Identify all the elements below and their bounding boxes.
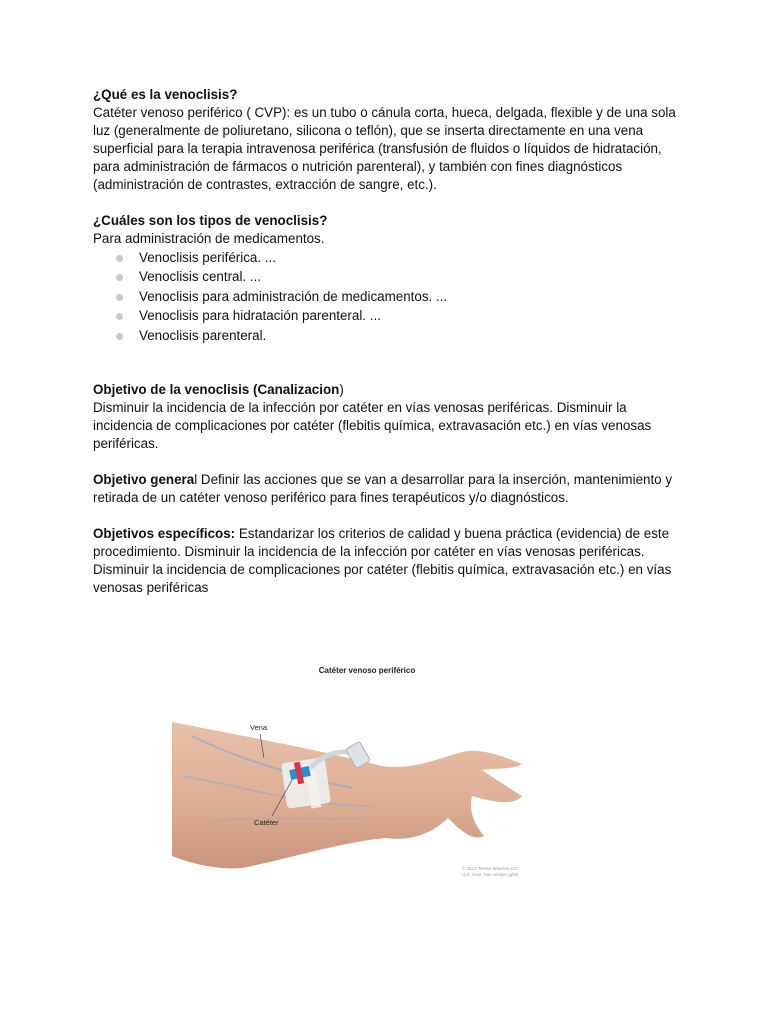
list-item: Venoclisis para hidratación parenteral. ...: [93, 306, 683, 325]
section-types-intro: Para administración de medicamentos.: [93, 231, 325, 246]
dressing-shape: [281, 757, 331, 809]
list-item: Venoclisis para administración de medicamentos. ...: [93, 287, 683, 306]
section-general-heading: Objetivo genera: [93, 471, 195, 487]
section-what-heading: ¿Qué es la venoclisis?: [93, 87, 238, 102]
section-objective-heading: Objetivo de la venoclisis (Canalizacion: [93, 381, 340, 397]
vein-label: Vena: [250, 723, 268, 732]
section-objective-body: Disminuir la incidencia de la infección por catéter en vías venosas periféricas. Disminuir la incidencia de complicaciones por catéter (flebitis química, extravasación etc.) en vías venosas periféricas.: [93, 399, 652, 451]
types-list: [93, 248, 683, 345]
list-item: Venoclisis central. ...: [93, 267, 683, 286]
list-item: Venoclisis parenteral.: [93, 326, 683, 345]
bullet-icon: [116, 255, 123, 262]
bullet-icon: [116, 274, 123, 281]
section-general-body: l Definir las acciones que se van a desarrollar para la inserción, mantenimiento y retirada de un catéter venoso periférico para fines terapéuticos y/o diagnósticos.: [93, 471, 673, 505]
list-item: Venoclisis periférica. ...: [93, 248, 683, 267]
section-specific-body: Estandarizar los criterios de calidad y buena práctica (evidencia) de este procedimiento. Disminuir la incidencia de la infección por catéter en vías venosas periféricas. Disminuir la incidencia de complicaciones por catéter (flebitis química, extravasación etc.) en vías venosas periféricas: [93, 525, 672, 595]
bullet-icon: [116, 333, 123, 340]
arm-drawing: [172, 656, 542, 882]
figure-title: Catéter venoso periférico: [318, 666, 416, 675]
bullet-icon: [116, 294, 123, 301]
bullet-icon: [116, 313, 123, 320]
figure-copyright: © 2013 Terese Winslow LLC U.S. Govt. has certain rights: [462, 866, 519, 877]
section-what-body: Catéter venoso periférico ( CVP): es un tubo o cánula corta, hueca, delgada, flexible y de una sola luz (generalmente de poliuretano, silicona o teflón), que se inserta directamente en una vena superficial para la terapia intravenosa periférica (transfusión de fluidos o líquidos de hidratación, para administración de fármacos o nutrición parenteral), y también con fines diagnósticos (administración de contrastes, extracción de sangre, etc.).: [93, 105, 676, 192]
section-types-heading: ¿Cuáles son los tipos de venoclisis?: [93, 213, 328, 228]
section-specific-objectives: [93, 525, 683, 597]
forearm-shape: [172, 722, 522, 868]
section-specific-heading: Objetivos específicos:: [93, 525, 236, 541]
catheter-label: Catéter: [254, 818, 279, 827]
catheter-illustration: [172, 656, 542, 882]
document-body: ¿Qué es la venoclisis? Catéter venoso periférico ( CVP): es un tubo o cánula corta, hueca, delgada, flexible y de una sola luz (generalmente de poliuretano, silicona o teflón), que se inserta directamente en una vena superficial para la terapia intravenosa periférica (transfusión de fluidos o líquidos de hidratación, para administración de fármacos o nutrición parenteral), y también con fines diagnósticos (administración de contrastes, extracción de sangre, etc.). ¿Cuáles son los tipos de venoclisis? Para administración de medicamentos. Venoclisis periférica. ... Venoclisis central. ... Venoclisis para administración de medicamentos. ... Venoclisis para hidratación parenteral. ... Venoclisis parenteral. Objetivo de la venoclisis (Canalizacion) Disminuir la incidencia de la infección por catéter en vías venosas periféricas. Disminuir la incidencia de complicaciones por catéter (flebitis química, extravasación etc.) en vías venosas periféricas. Objetivo general Definir las acciones que se van a desarrollar para la inserción, mantenimiento y retirada de un catéter venoso periférico para fines terapéuticos y/o diagnósticos. Objetivos específicos: Estandarizar los criterios de calidad y buena práctica (evidencia) de este procedimiento. Disminuir la incidencia de la infección por catéter en vías venosas periféricas. Disminuir la incidencia de complicaciones por catéter (flebitis química, extravasación etc.) en vías venosas periféricas: [93, 86, 683, 597]
section-general-objective: [93, 471, 683, 507]
